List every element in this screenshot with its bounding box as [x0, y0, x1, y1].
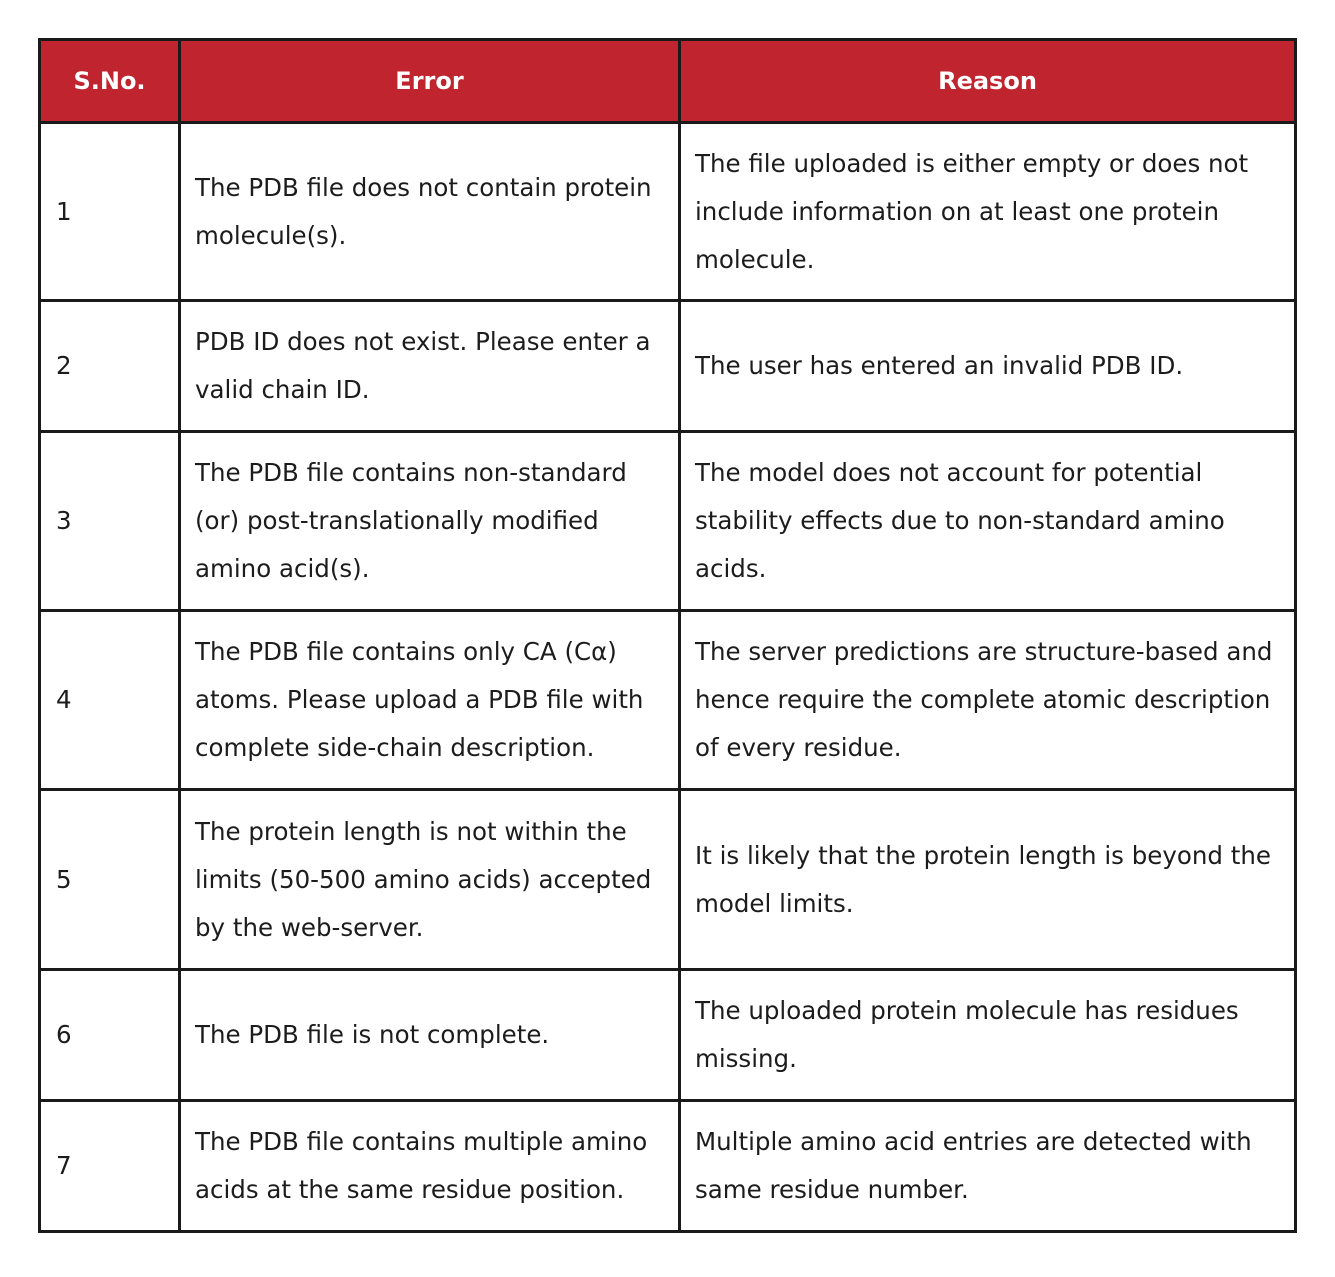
row-error: The PDB file is not complete. [180, 970, 680, 1101]
row-reason: The user has entered an invalid PDB ID. [680, 301, 1296, 432]
row-number: 3 [40, 432, 180, 611]
table-row [40, 790, 1296, 970]
error-table [38, 38, 1297, 1233]
row-number: 4 [40, 611, 180, 790]
row-number: 7 [40, 1101, 180, 1232]
row-error: The PDB file contains multiple amino acids at the same residue position. [180, 1101, 680, 1232]
table-row [40, 1101, 1296, 1232]
row-error: The PDB file contains only CA (Cα) atoms. Please upload a PDB file with complete side-chain description. [180, 611, 680, 790]
header-row [40, 40, 1296, 123]
row-number: 6 [40, 970, 180, 1101]
table-row [40, 301, 1296, 432]
error-table-container [38, 38, 1294, 1233]
row-reason: The file uploaded is either empty or does not include information on at least one protein molecule. [680, 123, 1296, 301]
row-error: The protein length is not within the limits (50-500 amino acids) accepted by the web-server. [180, 790, 680, 970]
table-header [40, 40, 1296, 123]
row-reason: It is likely that the protein length is beyond the model limits. [680, 790, 1296, 970]
row-number: 1 [40, 123, 180, 301]
header-error: Error [180, 40, 680, 123]
row-reason: The uploaded protein molecule has residues missing. [680, 970, 1296, 1101]
table-row [40, 432, 1296, 611]
table-body [40, 123, 1296, 1232]
row-reason: Multiple amino acid entries are detected with same residue number. [680, 1101, 1296, 1232]
header-sno: S.No. [40, 40, 180, 123]
row-number: 2 [40, 301, 180, 432]
row-number: 5 [40, 790, 180, 970]
table-row [40, 611, 1296, 790]
row-error: The PDB file does not contain protein molecule(s). [180, 123, 680, 301]
header-reason: Reason [680, 40, 1296, 123]
table-row [40, 123, 1296, 301]
row-error: The PDB file contains non-standard (or) post-translationally modified amino acid(s). [180, 432, 680, 611]
table-row [40, 970, 1296, 1101]
row-error: PDB ID does not exist. Please enter a valid chain ID. [180, 301, 680, 432]
row-reason: The server predictions are structure-based and hence require the complete atomic description of every residue. [680, 611, 1296, 790]
row-reason: The model does not account for potential stability effects due to non-standard amino acids. [680, 432, 1296, 611]
